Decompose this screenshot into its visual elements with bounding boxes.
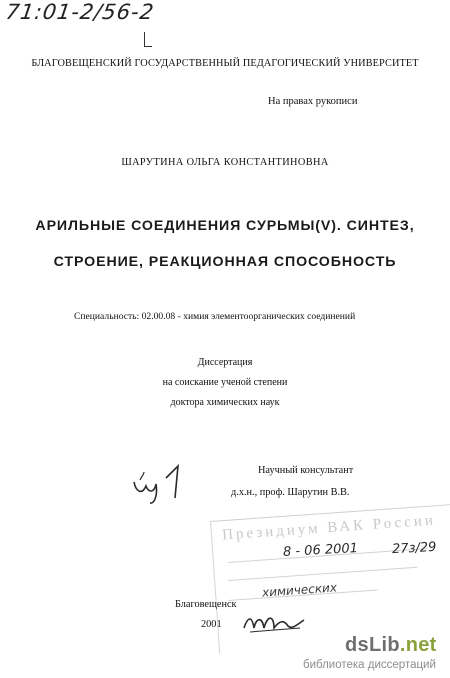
- signature: [240, 606, 310, 636]
- title-line-1: АРИЛЬНЫЕ СОЕДИНЕНИЯ СУРЬМЫ(V). СИНТЕЗ,: [35, 218, 415, 234]
- author-name: ШАРУТИНА ОЛЬГА КОНСТАНТИНОВНА: [121, 157, 329, 168]
- watermark-tagline: библиотека диссертаций: [303, 659, 436, 671]
- corner-mark: [144, 32, 152, 47]
- consultant-label: Научный консультант: [258, 465, 354, 476]
- handwritten-initials: [128, 462, 188, 506]
- title-line-2: СТРОЕНИЕ, РЕАКЦИОННАЯ СПОСОБНОСТЬ: [53, 254, 397, 270]
- dissertation-line-1: Диссертация: [197, 357, 253, 368]
- stamp-date: 8 - 06 2001: [282, 541, 359, 560]
- specialty-line: Специальность: 02.00.08 - химия элементоорганических соединений: [74, 311, 356, 322]
- stamp-title: Президиум ВАК России: [221, 512, 437, 544]
- year: 2001: [201, 619, 222, 630]
- city: Благовещенск: [175, 599, 237, 610]
- watermark-logo: [345, 634, 437, 657]
- manuscript-note: На правах рукописи: [268, 96, 358, 107]
- dissertation-line-2: на соискание ученой степени: [162, 377, 288, 388]
- handwritten-code: 71:01-2/56-2: [4, 0, 156, 24]
- dissertation-line-3: доктора химических наук: [170, 397, 280, 408]
- stamp-number: 27з/29: [391, 539, 437, 558]
- stamp-handwritten: химических: [261, 580, 338, 600]
- watermark-logo-suffix: .net: [399, 634, 437, 656]
- consultant-name: д.х.н., проф. Шарутин В.В.: [231, 487, 350, 498]
- university-name: БЛАГОВЕЩЕНСКИЙ ГОСУДАРСТВЕННЫЙ ПЕДАГОГИЧЕСКИЙ УНИВЕРСИТЕТ: [31, 58, 419, 69]
- watermark-logo-main: dsLib: [345, 634, 400, 656]
